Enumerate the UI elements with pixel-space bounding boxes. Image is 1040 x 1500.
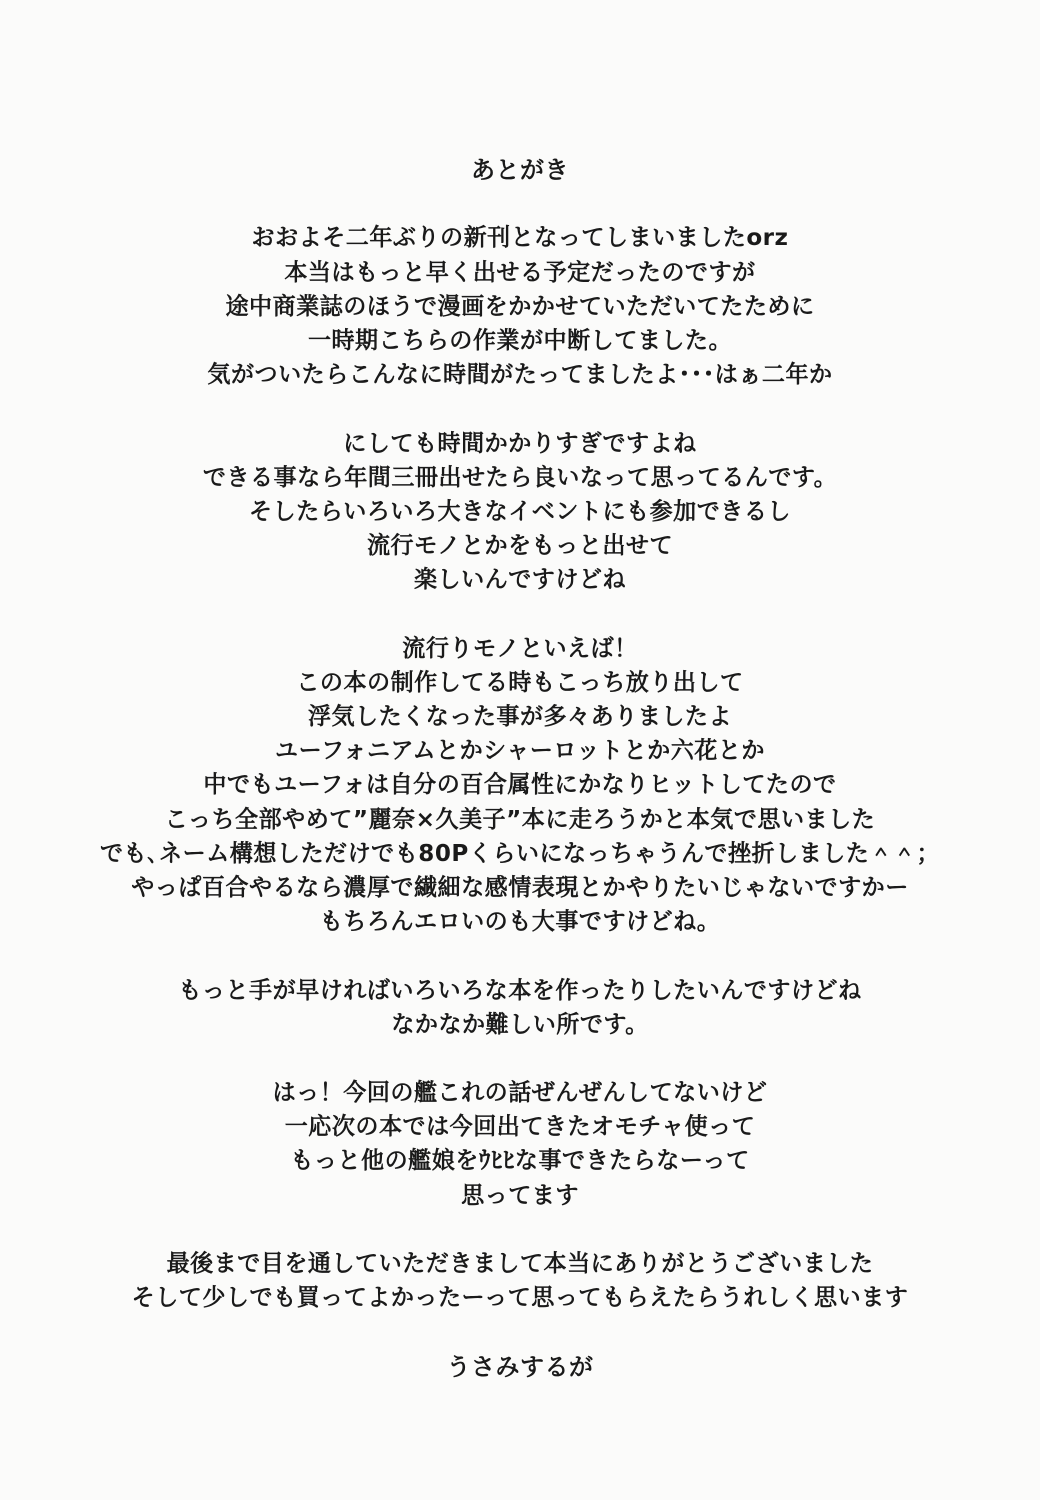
paragraph-6 xyxy=(0,1247,1040,1315)
text-line: そしたらいろいろ大きなイベントにも参加できるし xyxy=(249,498,791,525)
text-line: この本の制作してる時もこっち放り出して xyxy=(296,669,744,696)
text-line: 中でもユーフォは自分の百合属性にかなりヒットしてたので xyxy=(203,772,837,799)
text-line: 思ってます xyxy=(461,1182,579,1209)
text-line: 流行モノとかをもっと出せて xyxy=(366,533,674,560)
text-line: なかなか難しい所です。 xyxy=(391,1011,649,1038)
afterword-title: あとがき xyxy=(471,156,569,184)
paragraph-5 xyxy=(0,1076,1040,1213)
text-line: やっぱ百合やるなら濃厚で繊細な感情表現とかやりたいじゃないですかー xyxy=(131,874,909,901)
text-line: 最後まで目を通していただきまして本当にありがとうございました xyxy=(166,1251,874,1277)
afterword-text xyxy=(0,153,1040,1384)
text-line: 一時期こちらの作業が中断してました。 xyxy=(307,327,733,354)
text-line: もっと手が早ければいろいろな本を作ったりしたいんですけどね xyxy=(178,977,862,1004)
text-line: 気がついたらこんなに時間がたってましたよ･･･はぁ二年か xyxy=(207,362,833,389)
paragraph-1 xyxy=(0,221,1040,392)
text-line: 途中商業誌のほうで漫画をかかせていただいてたために xyxy=(225,293,815,320)
text-line: 楽しいんですけどね xyxy=(413,567,627,594)
author-signature: うさみするが xyxy=(446,1352,594,1381)
text-line: 一応次の本では今回出てきたオモチャ使って xyxy=(284,1114,756,1141)
text-line: でも､ネーム構想しただけでも80Pくらいになっちゃうんで挫折しました＾＾； xyxy=(99,840,941,867)
text-line: にしても時間かかりすぎですよね xyxy=(343,430,697,457)
text-line: そして少しでも買ってよかったーって思ってもらえたらうれしく思います xyxy=(131,1285,909,1312)
text-line: こっち全部やめて”麗奈×久美子”本に走ろうかと本気で思いました xyxy=(164,806,876,833)
paragraph-3 xyxy=(0,632,1040,940)
text-line: もちろんエロいのも大事ですけどね。 xyxy=(319,909,721,936)
text-line: もっと他の艦娘をｳﾋﾋな事できたらなーって xyxy=(290,1148,750,1175)
paragraph-4 xyxy=(0,974,1040,1042)
paragraph-2 xyxy=(0,427,1040,598)
text-line: おおよそ二年ぶりの新刊となってしまいましたorz xyxy=(251,225,789,252)
text-line: できる事なら年間三冊出せたら良いなって思ってるんです。 xyxy=(202,464,838,491)
text-line: 流行りモノといえば！ xyxy=(402,635,638,662)
text-line: 浮気したくなった事が多々ありましたよ xyxy=(307,704,733,730)
text-line: はっ！今回の艦これの話ぜんぜんしてないけど xyxy=(272,1080,768,1107)
text-line: ユーフォニアムとかシャーロットとか六花とか xyxy=(275,738,765,765)
text-line: 本当はもっと早く出せる予定だったのですが xyxy=(284,259,756,286)
